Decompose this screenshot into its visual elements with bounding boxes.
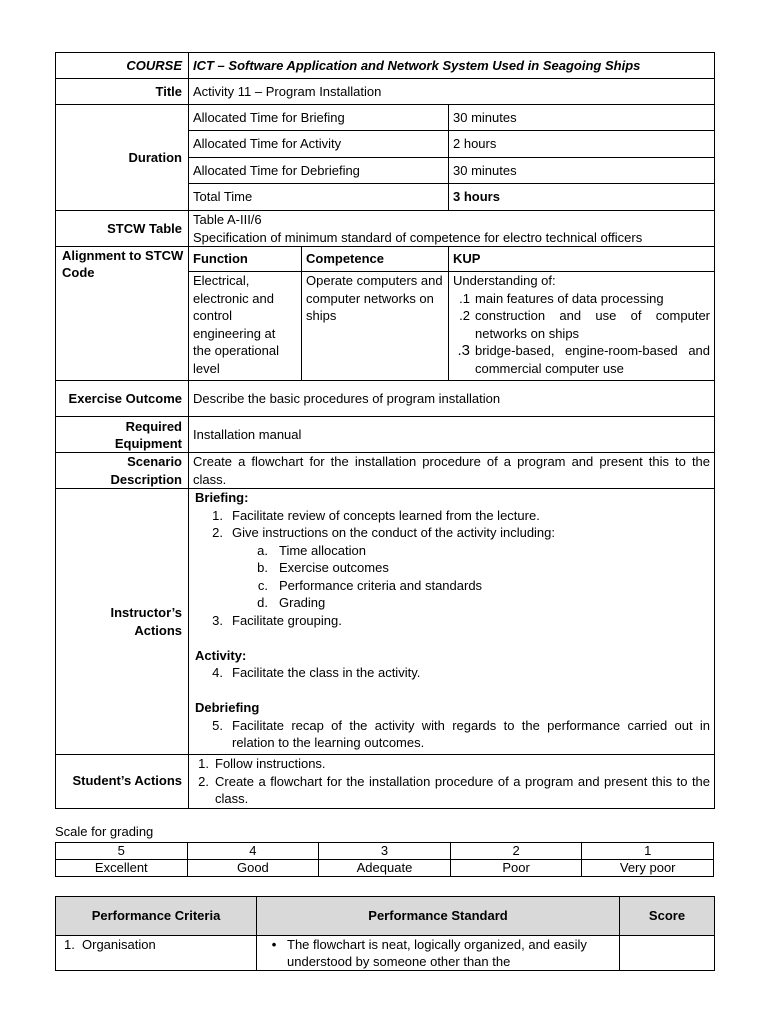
- scenario-value: Create a flowchart for the installation procedure of a program and present this to the class.: [189, 453, 715, 489]
- stcw-table-label: STCW Table: [56, 211, 189, 247]
- list-item: [195, 542, 710, 560]
- list-item: [195, 507, 710, 525]
- activity-heading: Activity:: [195, 647, 247, 663]
- list-item: [195, 559, 710, 577]
- scale-score: 5: [56, 843, 188, 860]
- list-item-number: 3.: [212, 612, 223, 628]
- list-item-text: Performance criteria and standards: [279, 577, 483, 593]
- list-item-number: 2.: [212, 525, 223, 540]
- scale-label: Poor: [450, 860, 582, 877]
- exercise-outcome-label: Exercise Outcome: [56, 381, 189, 417]
- duration-briefing-name: Allocated Time for Briefing: [189, 105, 449, 131]
- title-label: Title: [56, 79, 189, 105]
- student-actions-label: Student’s Actions: [56, 755, 189, 809]
- scale-score: 3: [319, 843, 451, 860]
- kup-item: [453, 342, 710, 377]
- alignment-label: Alignment to STCW Code: [56, 247, 189, 381]
- activity-table: [55, 52, 715, 809]
- duration-debriefing-value: 30 minutes: [449, 158, 715, 184]
- performance-table: [55, 896, 715, 971]
- list-item-text: Create a flowchart for the installation procedure of a program and present this to the class.: [215, 773, 711, 806]
- criteria-number: 1.: [64, 937, 75, 952]
- title-value: Activity 11 – Program Installation: [189, 79, 715, 105]
- list-item-text: Exercise outcomes: [279, 560, 389, 575]
- list-item: [193, 773, 710, 808]
- list-item: [195, 612, 710, 630]
- bullet-icon: •: [271, 937, 277, 952]
- score-cell[interactable]: [620, 936, 715, 971]
- list-item-number: 5.: [212, 717, 223, 733]
- list-item: [195, 717, 710, 752]
- kup-item-number: .2: [459, 308, 470, 323]
- kup-item-number: .1: [459, 290, 470, 306]
- scale-title: Scale for grading: [55, 824, 154, 839]
- list-item-letter: d.: [257, 595, 268, 610]
- list-item-letter: b.: [257, 560, 268, 575]
- standard-text: The flowchart is neat, logically organized, and easily understood by someone other than the: [287, 937, 587, 969]
- criteria-text: Organisation: [82, 937, 156, 952]
- briefing-heading: Briefing:: [195, 490, 249, 505]
- duration-activity-name: Allocated Time for Activity: [189, 131, 449, 158]
- list-item-text: Grading: [279, 595, 326, 610]
- kup-item-text: main features of data processing: [475, 290, 664, 306]
- scale-label: Good: [187, 860, 319, 877]
- course-value: ICT – Software Application and Network System Used in Seagoing Ships: [189, 53, 715, 79]
- duration-briefing-value: 30 minutes: [449, 105, 715, 131]
- list-item-number: 1.: [198, 756, 209, 771]
- kup-item: [453, 290, 710, 308]
- required-equipment-label: Required Equipment: [56, 417, 189, 453]
- alignment-function-header: Function: [189, 247, 302, 272]
- list-item-number: 2.: [198, 773, 209, 789]
- exercise-outcome-value: Describe the basic procedures of program installation: [189, 381, 715, 417]
- kup-item-text: bridge-based, engine-room-based and commercial computer use: [475, 343, 711, 376]
- alignment-kup: [449, 272, 715, 381]
- duration-total-value: 3 hours: [449, 184, 715, 211]
- duration-activity-value: 2 hours: [449, 131, 715, 158]
- list-item-text: Follow instructions.: [215, 756, 326, 771]
- alignment-competence: Operate computers and computer networks on ships: [302, 272, 449, 381]
- list-item-text: Facilitate the class in the activity.: [232, 665, 421, 680]
- kup-item-text: construction and use of computer networks on ships: [475, 308, 711, 341]
- list-item-text: Facilitate review of concepts learned from the lecture.: [232, 507, 540, 523]
- alignment-function: Electrical, electronic and control engineering at the operational level: [189, 272, 302, 381]
- instructor-actions-label: Instructor’s Actions: [56, 489, 189, 755]
- list-item-number: 4.: [212, 665, 223, 680]
- duration-total-name: Total Time: [189, 184, 449, 211]
- required-equipment-value: Installation manual: [189, 417, 715, 453]
- alignment-competence-header: Competence: [302, 247, 449, 272]
- standard-cell: [257, 936, 620, 971]
- list-item: [195, 664, 710, 682]
- student-actions: [189, 755, 715, 809]
- duration-debriefing-name: Allocated Time for Debriefing: [189, 158, 449, 184]
- duration-label: Duration: [56, 105, 189, 211]
- kup-item-number: .3: [457, 342, 470, 359]
- scale-label: Excellent: [56, 860, 188, 877]
- list-item-number: 1.: [212, 507, 223, 523]
- alignment-kup-header: KUP: [449, 247, 715, 272]
- grading-scale-table: [55, 842, 714, 877]
- scale-score: 4: [187, 843, 319, 860]
- scale-label: Adequate: [319, 860, 451, 877]
- standard-header: Performance Standard: [257, 897, 620, 936]
- list-item-letter: a.: [257, 542, 268, 558]
- instructor-actions: [189, 489, 715, 755]
- scenario-label: Scenario Description: [56, 453, 189, 489]
- list-item-letter: c.: [257, 577, 268, 593]
- list-item: [195, 594, 710, 612]
- list-item: [193, 755, 710, 773]
- debriefing-heading: Debriefing: [195, 700, 260, 715]
- score-header: Score: [620, 897, 715, 936]
- stcw-table-line2: Specification of minimum standard of competence for electro technical officers: [193, 229, 643, 245]
- list-item-text: Time allocation: [279, 542, 366, 558]
- scale-label: Very poor: [582, 860, 714, 877]
- course-label: COURSE: [56, 53, 189, 79]
- scale-score: 2: [450, 843, 582, 860]
- list-item-text: Facilitate recap of the activity with regards to the performance carried out in relation to the learning outcomes.: [232, 717, 711, 750]
- stcw-table-line1: Table A-III/6: [193, 212, 262, 227]
- kup-intro: Understanding of:: [453, 273, 556, 288]
- criteria-cell: [56, 936, 257, 971]
- kup-item: [453, 307, 710, 342]
- list-item: [195, 524, 710, 542]
- scale-score: 1: [582, 843, 714, 860]
- list-item: [195, 577, 710, 595]
- stcw-table-value: [189, 211, 715, 247]
- list-item-text: Give instructions on the conduct of the activity including:: [232, 525, 556, 540]
- list-item-text: Facilitate grouping.: [232, 612, 342, 628]
- criteria-header: Performance Criteria: [56, 897, 257, 936]
